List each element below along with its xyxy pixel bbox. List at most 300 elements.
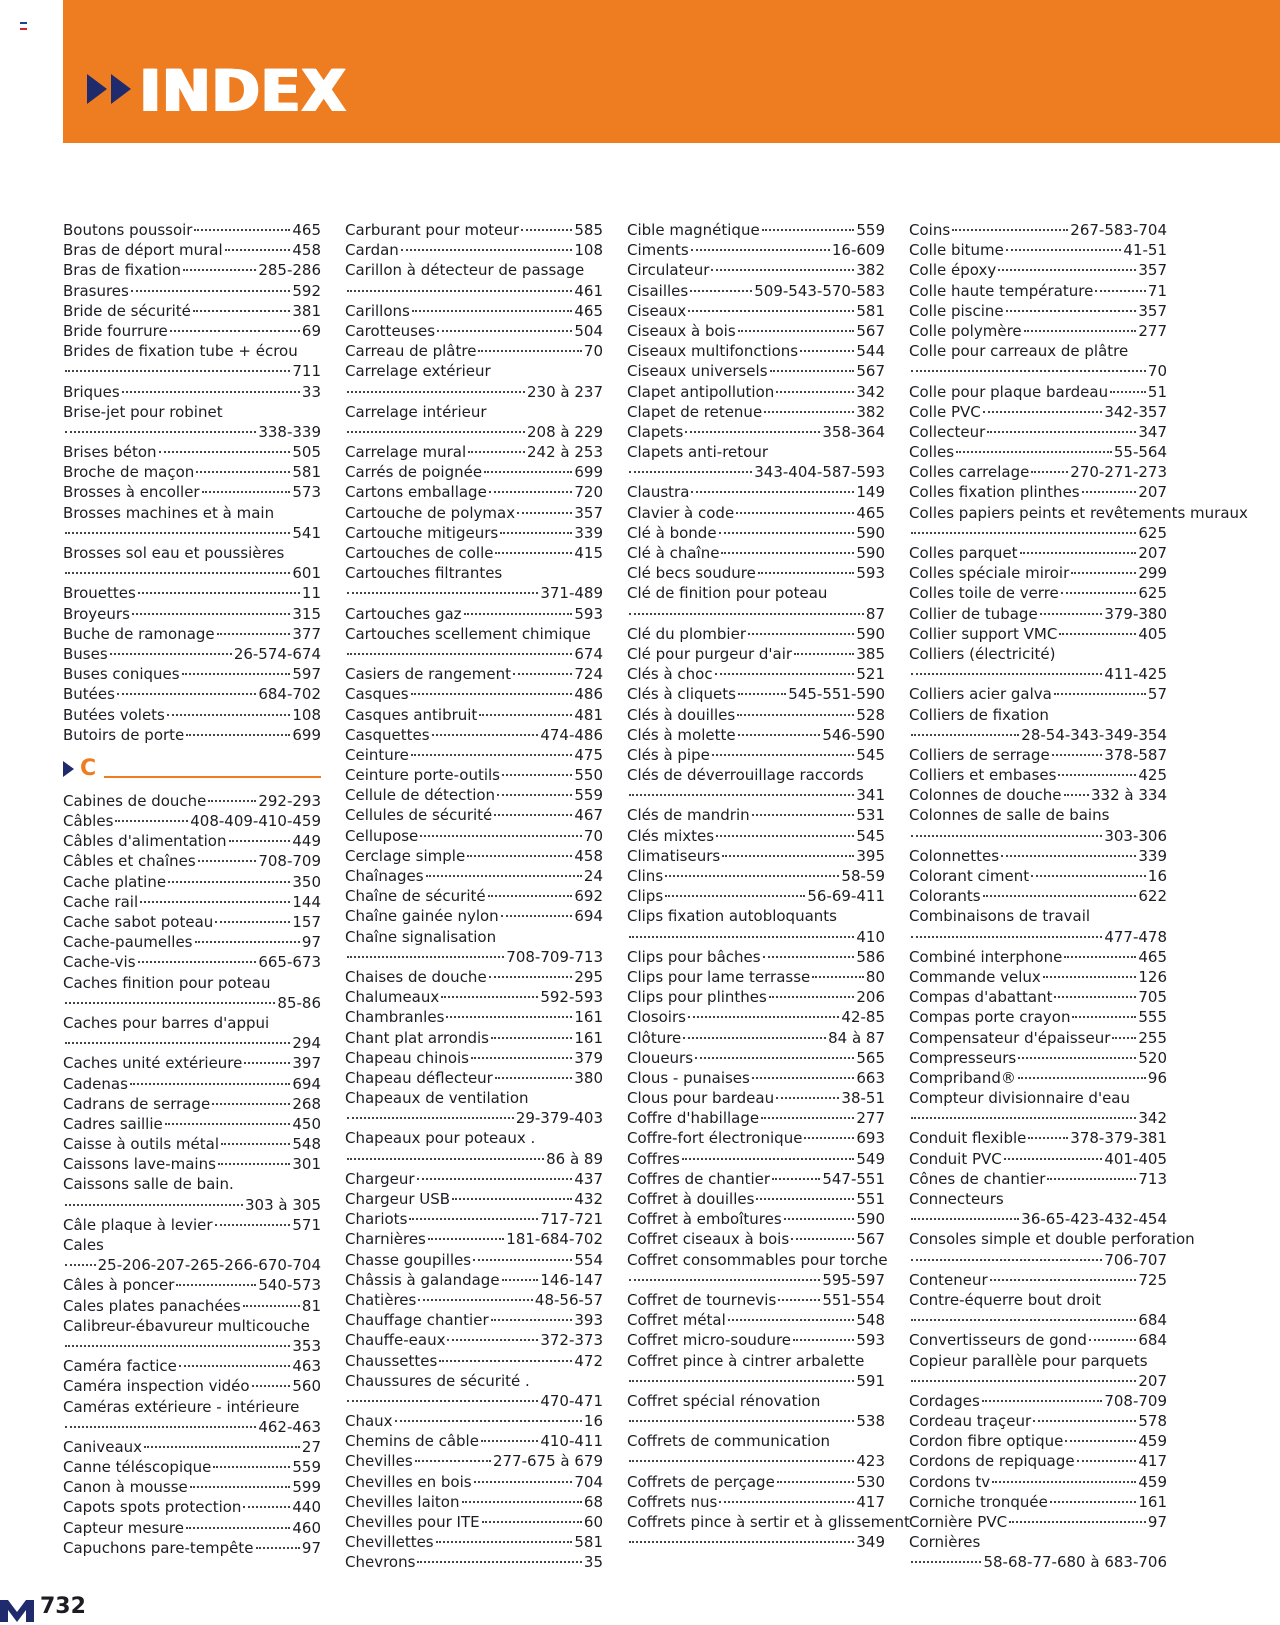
index-entry <box>909 1229 1195 1269</box>
entry-pages: 343-404-587-593 <box>754 463 885 482</box>
entry-label: Brosses sol eau et poussières <box>63 544 285 562</box>
entry-label: Chapeaux pour poteaux . <box>345 1129 536 1148</box>
index-entry <box>345 1189 603 1209</box>
entry-label: Closoirs <box>627 1008 686 1027</box>
entry-label: Coffrets pince à sertir et à glissement <box>627 1513 910 1531</box>
index-entry <box>345 1472 603 1492</box>
dot-leader <box>347 1400 538 1402</box>
entry-pages: 208 à 229 <box>527 422 603 441</box>
index-entry <box>63 705 321 725</box>
index-entry <box>627 482 885 502</box>
entry-label: Ceinture porte-outils <box>345 766 500 785</box>
entry-label: Colliers acier galva <box>909 685 1052 704</box>
dot-leader <box>728 1319 855 1321</box>
entry-label: Cadenas <box>63 1074 128 1093</box>
entry-pages: 303-306 <box>1104 826 1167 845</box>
index-entry <box>627 422 885 442</box>
entry-pages: 277 <box>1138 321 1167 340</box>
index-entry <box>627 1209 885 1229</box>
entry-pages: 126 <box>1138 967 1167 986</box>
entry-label: Caniveaux <box>63 1437 143 1456</box>
entry-pages: 622 <box>1138 887 1167 906</box>
entry-label: Carrelage extérieur <box>345 362 491 381</box>
entry-pages: 450 <box>292 1114 321 1133</box>
entry-pages: 16-609 <box>831 241 885 260</box>
dot-leader <box>395 1420 582 1422</box>
index-entry <box>63 220 321 240</box>
entry-label: Clapet antipollution <box>627 382 775 401</box>
entry-pages: 520 <box>1138 1048 1167 1067</box>
dot-leader <box>1058 774 1136 776</box>
entry-label: Ciseaux <box>627 301 687 320</box>
entry-pages: 357 <box>574 503 603 522</box>
dot-leader <box>452 1198 572 1200</box>
dot-leader <box>190 1486 291 1488</box>
index-entry <box>627 725 885 745</box>
entry-pages: 58-68-77-680 à 683-706 <box>983 1553 1167 1572</box>
index-entry <box>627 846 885 866</box>
index-entry <box>909 240 1167 260</box>
index-entry <box>909 482 1167 502</box>
entry-pages: 342 <box>856 382 885 401</box>
entry-label: Clé du plombier <box>627 624 746 643</box>
index-entry <box>63 341 321 381</box>
entry-pages: 462-463 <box>258 1417 321 1436</box>
entry-pages: 449 <box>292 832 321 851</box>
dot-leader <box>629 936 854 938</box>
index-entry <box>627 341 885 361</box>
entry-pages: 26-574-674 <box>233 644 321 663</box>
entry-label: Clapets anti-retour <box>627 443 769 462</box>
entry-pages: 551-554 <box>822 1290 885 1309</box>
entry-label: Capuchons pare-tempête <box>63 1538 254 1557</box>
entry-label: Carillons <box>345 301 410 320</box>
entry-pages: 71 <box>1147 281 1167 300</box>
entry-pages: 357 <box>1138 301 1167 320</box>
index-entry <box>63 301 321 321</box>
entry-pages: 684-702 <box>258 685 321 704</box>
entry-pages: 625 <box>1138 523 1167 542</box>
entry-label: Chauffe-eaux <box>345 1331 446 1350</box>
index-entry <box>345 1552 603 1572</box>
index-entry <box>627 1149 885 1169</box>
entry-pages: 475 <box>574 745 603 764</box>
entry-pages: 477-478 <box>1104 927 1167 946</box>
entry-label: Câle plaque à levier <box>63 1215 213 1234</box>
entry-pages: 207 <box>1138 544 1167 562</box>
dot-leader <box>415 1460 491 1462</box>
entry-pages: 97 <box>301 1538 321 1557</box>
entry-label: Chaîne signalisation <box>345 927 497 946</box>
index-entry <box>909 705 1167 745</box>
index-entry <box>345 1310 603 1330</box>
entry-label: Cadrans de serrage <box>63 1094 211 1113</box>
entry-label: Combinaisons de travail <box>909 907 1091 926</box>
index-entry <box>909 1007 1167 1027</box>
index-entry <box>345 684 603 704</box>
entry-label: Bride fourrure <box>63 321 168 340</box>
entry-label: Cales <box>63 1236 104 1254</box>
entry-pages: 595-597 <box>822 1270 885 1289</box>
entry-label: Cartouches gaz <box>345 604 462 623</box>
index-entry <box>909 947 1167 967</box>
index-entry <box>345 301 603 321</box>
entry-pages: 559 <box>856 221 885 239</box>
dot-leader <box>1043 976 1137 978</box>
entry-label: Chaussettes <box>345 1351 438 1370</box>
dot-leader <box>218 1163 290 1165</box>
entry-pages: 684 <box>1138 1311 1167 1330</box>
entry-pages: 299 <box>1138 564 1167 583</box>
dot-leader <box>468 451 525 453</box>
index-entry <box>909 765 1167 785</box>
index-entry <box>63 382 321 402</box>
entry-label: Cisailles <box>627 281 689 300</box>
index-entry <box>627 745 885 765</box>
entry-label: Colle PVC <box>909 402 981 421</box>
entry-pages: 504 <box>574 321 603 340</box>
index-entry <box>345 1068 603 1088</box>
header-banner <box>63 0 1280 143</box>
dot-leader <box>481 1440 538 1442</box>
entry-label: Carrés de poignée <box>345 463 483 482</box>
entry-pages: 694 <box>574 907 603 926</box>
entry-pages: 528 <box>856 705 885 724</box>
entry-pages: 559 <box>574 786 603 805</box>
entry-label: Conteneur <box>909 1270 988 1289</box>
index-entry <box>627 1068 885 1088</box>
entry-pages: 461 <box>574 281 603 300</box>
entry-pages: 521 <box>856 665 885 684</box>
entry-pages: 549 <box>856 1149 885 1168</box>
entry-label: Bras de fixation <box>63 261 182 280</box>
entry-pages: 207 <box>1138 1371 1167 1390</box>
index-entry <box>345 482 603 502</box>
index-entry <box>345 745 603 765</box>
index-entry <box>345 1351 603 1371</box>
entry-pages: 41-51 <box>1123 241 1167 260</box>
dot-leader <box>159 451 291 453</box>
dot-leader <box>721 552 854 554</box>
entry-label: Butées volets <box>63 705 165 724</box>
dot-leader <box>629 1279 820 1281</box>
entry-label: Cardan <box>345 241 399 260</box>
entry-pages: 35 <box>583 1553 603 1572</box>
entry-pages: 565 <box>856 1048 885 1067</box>
entry-label: Colle pour plaque bardeau <box>909 382 1109 401</box>
entry-label: Caches finition pour poteau <box>63 973 271 992</box>
index-entry <box>63 1174 321 1214</box>
index-entry <box>627 523 885 543</box>
entry-pages: 590 <box>856 624 885 643</box>
dot-leader <box>1110 391 1146 393</box>
entry-label: Cellules de sécurité <box>345 806 493 825</box>
entry-label: Clavier à code <box>627 503 735 522</box>
index-entry <box>909 563 1167 583</box>
brand-logo-icon <box>0 1596 34 1622</box>
dot-leader <box>1018 1077 1146 1079</box>
dot-leader <box>812 976 864 978</box>
entry-pages: 70 <box>1147 362 1167 381</box>
dot-leader <box>409 1218 538 1220</box>
entry-label: Colle polymère <box>909 321 1022 340</box>
entry-pages: 571 <box>292 1215 321 1234</box>
index-entry <box>909 1048 1167 1068</box>
entry-label: Clous - punaises <box>627 1068 750 1087</box>
dot-leader <box>140 901 290 903</box>
index-entry <box>63 1074 321 1094</box>
entry-label: Circulateur <box>627 261 710 280</box>
dot-leader <box>347 592 538 594</box>
entry-label: Convertisseurs de gond <box>909 1331 1087 1350</box>
entry-label: Claustra <box>627 483 690 502</box>
index-entry <box>627 1351 885 1391</box>
entry-pages: 87 <box>865 604 885 623</box>
index-entry <box>345 1431 603 1451</box>
index-entry <box>909 402 1167 422</box>
index-entry <box>63 1053 321 1073</box>
entry-label: Coffret ciseaux à bois <box>627 1230 790 1249</box>
dot-leader <box>65 370 290 372</box>
entry-pages: 301 <box>292 1155 321 1174</box>
entry-label: Brosses à encoller <box>63 483 200 502</box>
dot-leader <box>688 310 854 312</box>
index-entry <box>627 503 885 523</box>
dot-leader <box>722 855 854 857</box>
entry-pages: 578 <box>1138 1412 1167 1431</box>
index-entry <box>627 1108 885 1128</box>
entry-pages: 540-573 <box>258 1276 321 1295</box>
dot-leader <box>1031 471 1068 473</box>
index-entry <box>909 1068 1167 1088</box>
index-entry <box>345 1330 603 1350</box>
dot-leader <box>193 310 290 312</box>
index-entry <box>345 705 603 725</box>
entry-label: Clips <box>627 887 664 906</box>
entry-pages: 350 <box>292 872 321 891</box>
entry-label: Butées <box>63 685 115 704</box>
index-entry <box>627 826 885 846</box>
index-entry <box>63 1235 321 1275</box>
dot-leader <box>738 330 855 332</box>
entry-pages: 380 <box>574 1068 603 1087</box>
index-entry <box>345 1512 603 1532</box>
entry-label: Coffre-fort électronique <box>627 1129 803 1148</box>
dot-leader <box>990 1279 1137 1281</box>
index-column-2 <box>345 220 603 1573</box>
dot-leader <box>911 1319 1136 1321</box>
entry-label: Bras de déport mural <box>63 241 223 260</box>
index-entry <box>627 1189 885 1209</box>
dot-leader <box>1018 1057 1136 1059</box>
entry-pages: 378-379-381 <box>1070 1129 1167 1148</box>
entry-pages: 295 <box>574 967 603 986</box>
index-entry <box>345 240 603 260</box>
entry-pages: 408-409-410-459 <box>190 812 321 831</box>
entry-pages: 58-59 <box>841 867 885 885</box>
index-entry <box>909 1290 1167 1330</box>
index-entry <box>627 442 885 482</box>
index-entry <box>627 1512 910 1552</box>
entry-label: Colonnettes <box>909 846 1000 865</box>
entry-label: Cales plates panachées <box>63 1296 241 1315</box>
entry-pages: 149 <box>856 483 885 502</box>
entry-label: Cartouches filtrantes <box>345 564 503 583</box>
dot-leader <box>683 1037 826 1039</box>
dot-leader <box>215 1224 291 1226</box>
index-entry <box>63 1457 321 1477</box>
entry-pages: 567 <box>856 362 885 381</box>
dot-leader <box>202 491 291 493</box>
index-entry <box>345 1411 603 1431</box>
dot-leader <box>685 431 820 433</box>
dot-leader <box>1064 956 1136 958</box>
entry-pages: 432 <box>574 1190 603 1208</box>
dot-leader <box>911 1117 1136 1119</box>
index-entry <box>345 785 603 805</box>
index-entry <box>909 281 1167 301</box>
entry-label: Carburant pour moteur <box>345 221 520 239</box>
entry-label: Coffre d'habillage <box>627 1109 760 1128</box>
entry-label: Brosses machines et à main <box>63 503 275 522</box>
entry-label: Cadres saillie <box>63 1114 163 1133</box>
entry-pages: 371-489 <box>540 584 603 603</box>
dot-leader <box>478 350 581 352</box>
index-entry <box>345 1290 603 1310</box>
dot-leader <box>426 875 582 877</box>
index-entry <box>909 1411 1167 1431</box>
entry-pages: 585 <box>574 221 603 239</box>
dot-leader <box>489 976 573 978</box>
entry-label: Climatiseurs <box>627 846 721 865</box>
index-entry <box>345 523 603 543</box>
entry-label: Clé pour purgeur d'air <box>627 644 793 663</box>
entry-pages: 470-471 <box>540 1391 603 1410</box>
dot-leader <box>130 1083 290 1085</box>
entry-pages: 55-564 <box>1113 443 1167 462</box>
entry-label: Ciseaux à bois <box>627 321 736 340</box>
dot-leader <box>1077 1460 1137 1462</box>
entry-pages: 342-357 <box>1104 402 1167 421</box>
entry-pages: 268 <box>292 1094 321 1113</box>
entry-pages: 56-69-411 <box>807 887 885 906</box>
entry-pages: 51 <box>1147 382 1167 401</box>
entry-label: Broche de maçon <box>63 463 195 482</box>
index-entry <box>63 240 321 260</box>
entry-pages: 708-709-713 <box>506 947 603 966</box>
entry-label: Chariots <box>345 1210 408 1229</box>
index-entry <box>345 826 603 846</box>
entry-label: Chevilles pour ITE <box>345 1513 480 1531</box>
entry-pages: 108 <box>574 241 603 260</box>
index-entry <box>909 543 1167 563</box>
entry-pages: 69 <box>301 321 321 340</box>
entry-label: Chauffage chantier <box>345 1311 489 1330</box>
dot-leader <box>217 633 291 635</box>
entry-label: Chapeau déflecteur <box>345 1068 493 1087</box>
index-entry <box>345 1532 603 1552</box>
entry-label: Colliers et embases <box>909 766 1057 785</box>
entry-label: Clapets <box>627 422 684 441</box>
entry-pages: 597 <box>292 665 321 684</box>
entry-pages: 146-147 <box>540 1270 603 1289</box>
dot-leader <box>447 1339 538 1341</box>
entry-pages: 28-54-343-349-354 <box>1021 725 1167 744</box>
index-entry <box>63 1215 321 1235</box>
entry-pages: 277 <box>856 1109 885 1128</box>
index-entry <box>909 442 1167 462</box>
dot-leader <box>183 269 256 271</box>
dot-leader <box>417 1178 573 1180</box>
entry-label: Carrelage mural <box>345 443 467 462</box>
entry-label: Casques antibruit <box>345 705 478 724</box>
index-entry <box>909 382 1167 402</box>
index-entry <box>909 341 1167 381</box>
index-entry <box>345 260 603 300</box>
entry-pages: 458 <box>574 846 603 865</box>
entry-label: Coffret spécial rénovation <box>627 1391 821 1410</box>
entry-pages: 86 à 89 <box>546 1149 603 1168</box>
index-column-4 <box>909 220 1248 1573</box>
index-entry <box>345 725 603 745</box>
entry-label: Cordons tv <box>909 1472 991 1491</box>
dot-leader <box>65 1264 96 1266</box>
dot-leader <box>736 512 854 514</box>
entry-pages: 725 <box>1138 1270 1167 1289</box>
section-header <box>63 747 321 791</box>
entry-label: Colliers (électricité) <box>909 644 1056 663</box>
dot-leader <box>1082 491 1137 493</box>
dot-leader <box>629 1420 854 1422</box>
index-entry <box>627 1128 885 1148</box>
index-entry <box>63 1296 321 1316</box>
entry-pages: 541 <box>292 523 321 542</box>
entry-label: Clés à pipe <box>627 745 710 764</box>
entry-pages: 694 <box>292 1074 321 1093</box>
dot-leader <box>665 875 839 877</box>
index-entry <box>63 952 321 972</box>
index-entry <box>627 240 885 260</box>
entry-label: Cartouches scellement chimique <box>345 624 591 643</box>
dot-leader <box>432 734 539 736</box>
flag-icon <box>20 22 27 31</box>
dot-leader <box>500 532 572 534</box>
dot-leader <box>489 491 573 493</box>
entry-pages: 663 <box>856 1068 885 1087</box>
entry-label: Colle bitume <box>909 241 1004 260</box>
index-entry <box>627 1310 885 1330</box>
entry-pages: 411-425 <box>1104 665 1167 684</box>
dot-leader <box>629 613 864 615</box>
entry-pages: 349 <box>856 1533 885 1552</box>
entry-pages: 546-590 <box>822 725 885 744</box>
entry-label: Cache rail <box>63 892 139 911</box>
entry-label: Clips fixation autobloquants <box>627 907 837 926</box>
dot-leader <box>494 814 572 816</box>
dot-leader <box>911 734 1019 736</box>
entry-label: Cornières <box>909 1533 981 1552</box>
index-entry <box>63 1154 321 1174</box>
index-entry <box>63 851 321 871</box>
dot-leader <box>198 860 257 862</box>
entry-pages: 42-85 <box>841 1008 885 1027</box>
entry-pages: 567 <box>856 321 885 340</box>
entry-pages: 459 <box>1138 1432 1167 1451</box>
entry-pages: 347 <box>1138 422 1167 441</box>
index-entry <box>627 947 885 967</box>
entry-pages: 590 <box>856 544 885 562</box>
index-entry <box>909 1149 1167 1169</box>
